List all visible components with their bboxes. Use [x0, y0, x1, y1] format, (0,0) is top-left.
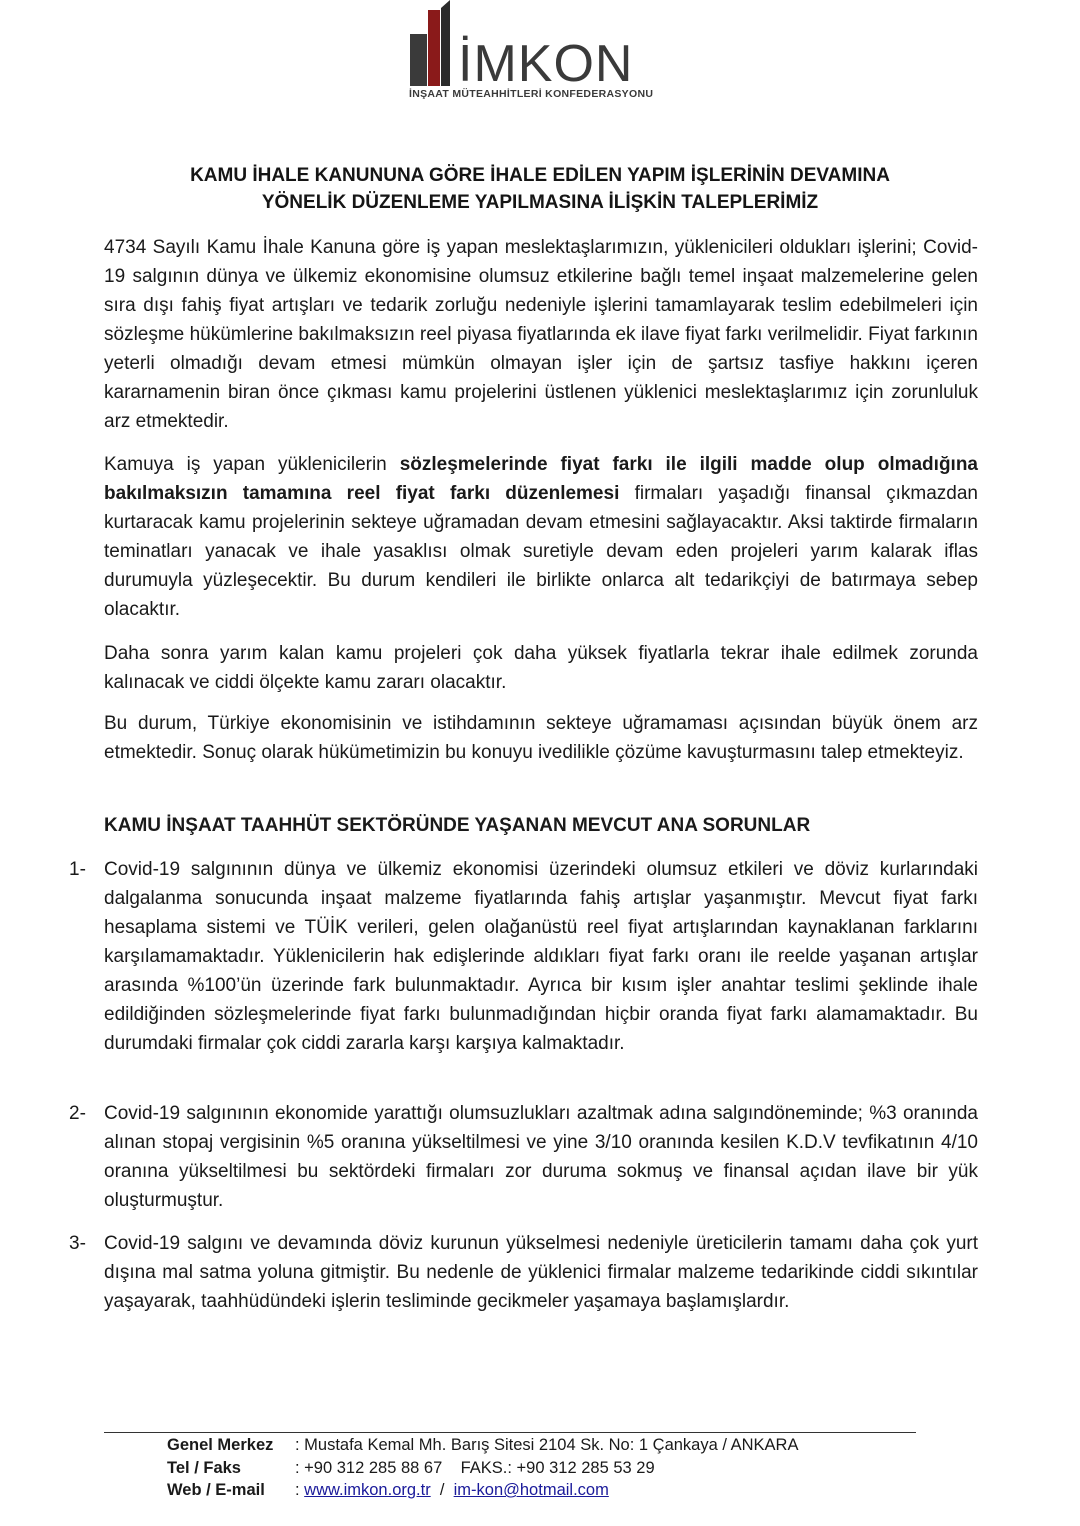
paragraph-2-bold: sözleşmelerinde fiyat farkı ile ilgili madde olup olmadığına bakılmaksızın tamamına reel fiyat farkı düzenlemesi	[104, 454, 978, 504]
paragraph-2	[104, 450, 978, 624]
list-item-text: Covid-19 salgını ve devamında döviz kurunun yükselmesi nedeniyle üreticilerin tamamı daha çok yurt dışına mal satma yoluna gitmiştir. Bu nedenle de yüklenici firmalar malzeme tedarikinde ciddi sıkıntılar yaşayarak, taahhüdündeki işlerin tesliminde gecikmeler yaşamaya başlamışlardır.	[104, 1233, 978, 1312]
title-line-2: YÖNELİK DÜZENLEME YAPILMASINA İLİŞKİN TALEPLERİMİZ	[261, 192, 819, 213]
footer-web-label: Web / E-mail	[167, 1481, 265, 1499]
footer-web-colon: :	[295, 1481, 305, 1499]
logo-bar-tall	[441, 0, 450, 86]
footer-divider	[104, 1432, 916, 1433]
paragraph-2-start: Kamuya iş yapan yüklenicilerin	[104, 454, 400, 475]
website-link[interactable]: www.imkon.org.tr	[304, 1481, 431, 1499]
footer-web-value	[295, 1479, 609, 1501]
list-item-text: Covid-19 salgınının ekonomide yarattığı olumsuzlukları azaltmak adına salgındöneminde; %3 oranında alınan stopaj vergisinin %5 oranına yükseltilmesi ve yine 3/10 oranında kesilen K.D.V tevfikatının 4/10 oranına yükseltilmesi bu sektördeki firmaları zor duruma sokmuş ve finansal açıdan ilave bir yük oluşturmuştur.	[104, 1103, 978, 1211]
logo-name: İMKON	[458, 35, 634, 93]
list-item-number: 1-	[69, 859, 86, 880]
logo-bar-left	[410, 34, 427, 86]
paragraph-2-end: firmaları yaşadığı finansal çıkmazdan kurtaracak kamu projelerinin sekteye uğramadan devam etmesini sağlayacaktır. Aksi taktirde firmaların teminatları yanacak ve ihale yasaklısı olmak suretiyle devam eden projeleri yarım kalarak iflas durumuyla yüzleşecektir. Bu durum kendileri ile birlikte onlarca alt tedarikçiyi de batırmaya sebep olacaktır.	[104, 483, 978, 620]
footer-hq-label: Genel Merkez	[167, 1436, 274, 1454]
title-line-1: KAMU İHALE KANUNUNA GÖRE İHALE EDİLEN YAPIM İŞLERİNİN DEVAMINA	[190, 165, 890, 186]
footer-web-separator: /	[430, 1481, 454, 1499]
list-item-number: 3-	[69, 1233, 86, 1254]
document-title	[60, 162, 1020, 216]
footer-tel-value: : +90 312 285 88 67 FAKS.: +90 312 285 53 29	[295, 1459, 655, 1477]
paragraph-3: Daha sonra yarım kalan kamu projeleri çok daha yüksek fiyatlarla tekrar ihale edilmek zorunda kalınacak ve ciddi ölçekte kamu zararı olacaktır.	[104, 643, 978, 693]
logo-bar-mid	[428, 10, 440, 86]
footer-tel-label: Tel / Faks	[167, 1459, 241, 1477]
paragraph-1: 4734 Sayılı Kamu İhale Kanuna göre iş yapan meslektaşlarımızın, yüklenicileri oldukları işlerini; Covid-19 salgının dünya ve ülkemiz ekonomisine olumsuz etkilerine bağlı temel inşaat malzemelerine gelen sıra dışı fahiş fiyat artışları ve tedarik zorluğu nedeniyle işlerini tamamlayarak teslim edebilmeleri için sözleşme hükümlerine bakılmaksızın reel piyasa fiyatlarında ek ilave fiyat farkı verilmelidir. Fiyat farkının yeterli olmadığı devam etmesi mümkün olmayan işler için de şartsız tasfiye hakkını içeren kararnamenin biran önce çıkması kamu projelerini üstlenen yüklenici meslektaşlarımız için zorunluluk arz etmektedir.	[104, 237, 978, 432]
email-link[interactable]: im-kon@hotmail.com	[453, 1481, 609, 1499]
section-heading: KAMU İNŞAAT TAAHHÜT SEKTÖRÜNDE YAŞANAN MEVCUT ANA SORUNLAR	[104, 815, 811, 836]
footer-hq-value: : Mustafa Kemal Mh. Barış Sitesi 2104 Sk. No: 1 Çankaya / ANKARA	[295, 1436, 799, 1454]
list-item-number: 2-	[69, 1103, 86, 1124]
list-item-text: Covid-19 salgınının dünya ve ülkemiz ekonomisi üzerindeki olumsuz etkileri ve döviz kurlarındaki dalgalanma sonucunda inşaat malzeme fiyatlarında fahiş artışlar yaşanmıştır. Mevcut fiyat farkı hesaplama sistemi ve TÜİK verileri, gelen olağanüstü reel fiyat artışlarından kaynaklanan farklarını karşılamamaktadır. Yüklenicilerin hak edişlerinde aldıkları fiyat farkı oranı ile reelde yaşanan artışlar arasında %100’ün üzerinde fark bulunmaktadır. Ayrıca bir kısım işler anahtar teslimi şeklinde ihale edildiğinden sözleşmelerinde fiyat farkı bulunmadığından hiçbir oranda fiyat farkı alamamaktadır. Bu durumdaki firmalar çok ciddi zararla karşı karşıya kalmaktadır.	[104, 859, 978, 1054]
paragraph-4: Bu durum, Türkiye ekonomisinin ve istihdamının sekteye uğramaması açısından büyük önem arz etmektedir. Sonuç olarak hükümetimizin bu konuyu ivedilikle çözüme kavuşturmasını talep etmekteyiz.	[104, 713, 978, 763]
logo-subtitle: İNŞAAT MÜTEAHHİTLERİ KONFEDERASYONU	[409, 88, 654, 100]
